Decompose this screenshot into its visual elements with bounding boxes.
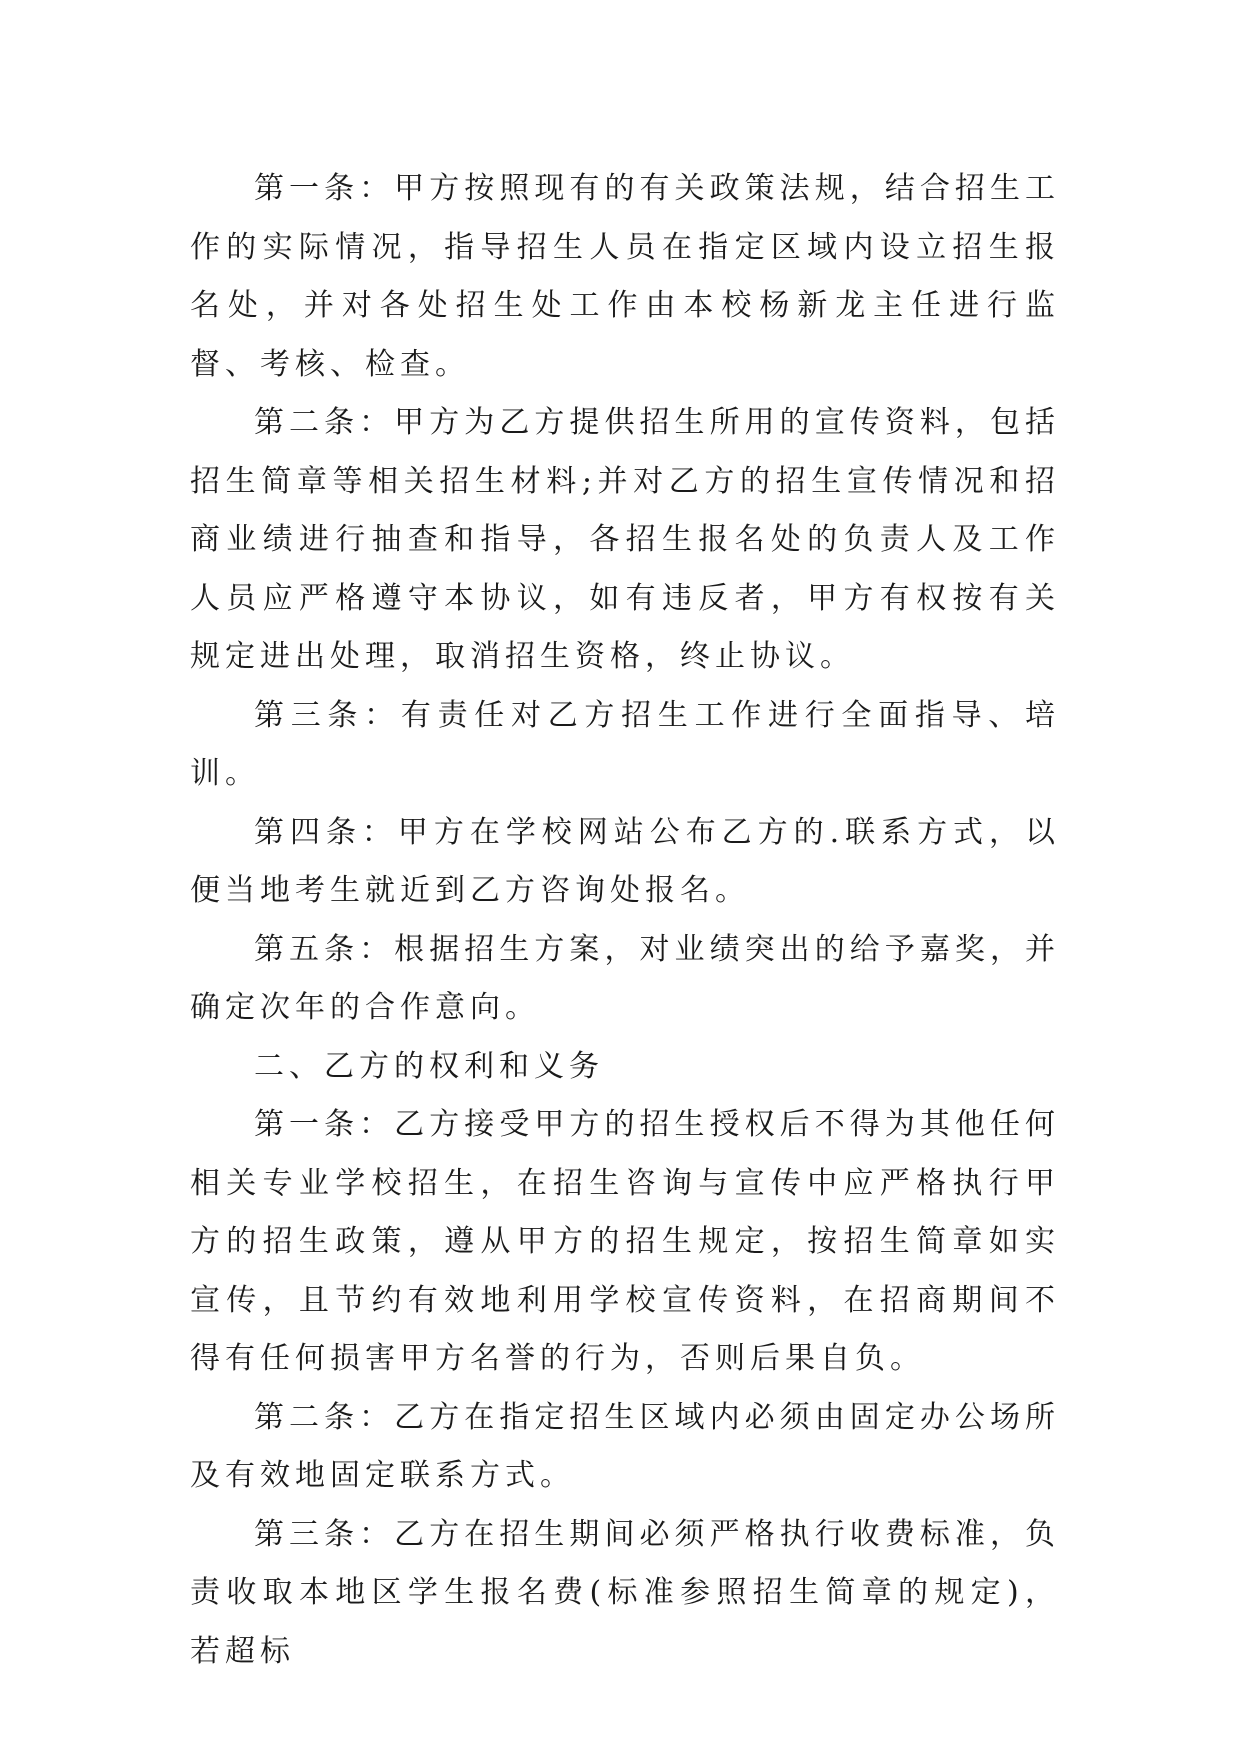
- paragraph-party-a-article-1: 第一条：甲方按照现有的有关政策法规，结合招生工作的实际情况，指导招生人员在指定区域内设立招生报名处，并对各处招生处工作由本校杨新龙主任进行监督、考核、检查。: [190, 171, 1060, 382]
- paragraph-party-a-article-2: 第二条：甲方为乙方提供招生所用的宣传资料，包括招生简章等相关招生材料;并对乙方的招生宣传情况和招商业绩进行抽查和指导，各招生报名处的负责人及工作人员应严格遵守本协议，如有违反者，甲方有权按有关规定进出处理，取消招生资格，终止协议。: [190, 405, 1060, 674]
- paragraph-party-a-article-5: 第五条：根据招生方案，对业绩突出的给予嘉奖，并确定次年的合作意向。: [190, 931, 1060, 1025]
- paragraph-party-b-article-1: 第一条：乙方接受甲方的招生授权后不得为其他任何相关专业学校招生，在招生咨询与宣传中应严格执行甲方的招生政策，遵从甲方的招生规定，按招生简章如实宣传，且节约有效地利用学校宣传资料，在招商期间不得有任何损害甲方名誉的行为，否则后果自负。: [190, 1107, 1060, 1376]
- paragraph-party-b-article-3: 第三条：乙方在招生期间必须严格执行收费标准，负责收取本地区学生报名费(标准参照招生简章的规定)，若超标: [190, 1516, 1060, 1669]
- paragraph-party-a-article-4: 第四条：甲方在学校网站公布乙方的.联系方式，以便当地考生就近到乙方咨询处报名。: [190, 814, 1060, 908]
- paragraph-party-a-article-3: 第三条：有责任对乙方招生工作进行全面指导、培训。: [190, 697, 1060, 791]
- section-heading-party-b: 二、乙方的权利和义务: [254, 1048, 604, 1084]
- paragraph-party-b-article-2: 第二条：乙方在指定招生区域内必须由固定办公场所及有效地固定联系方式。: [190, 1399, 1060, 1493]
- document-body: [190, 160, 1060, 1681]
